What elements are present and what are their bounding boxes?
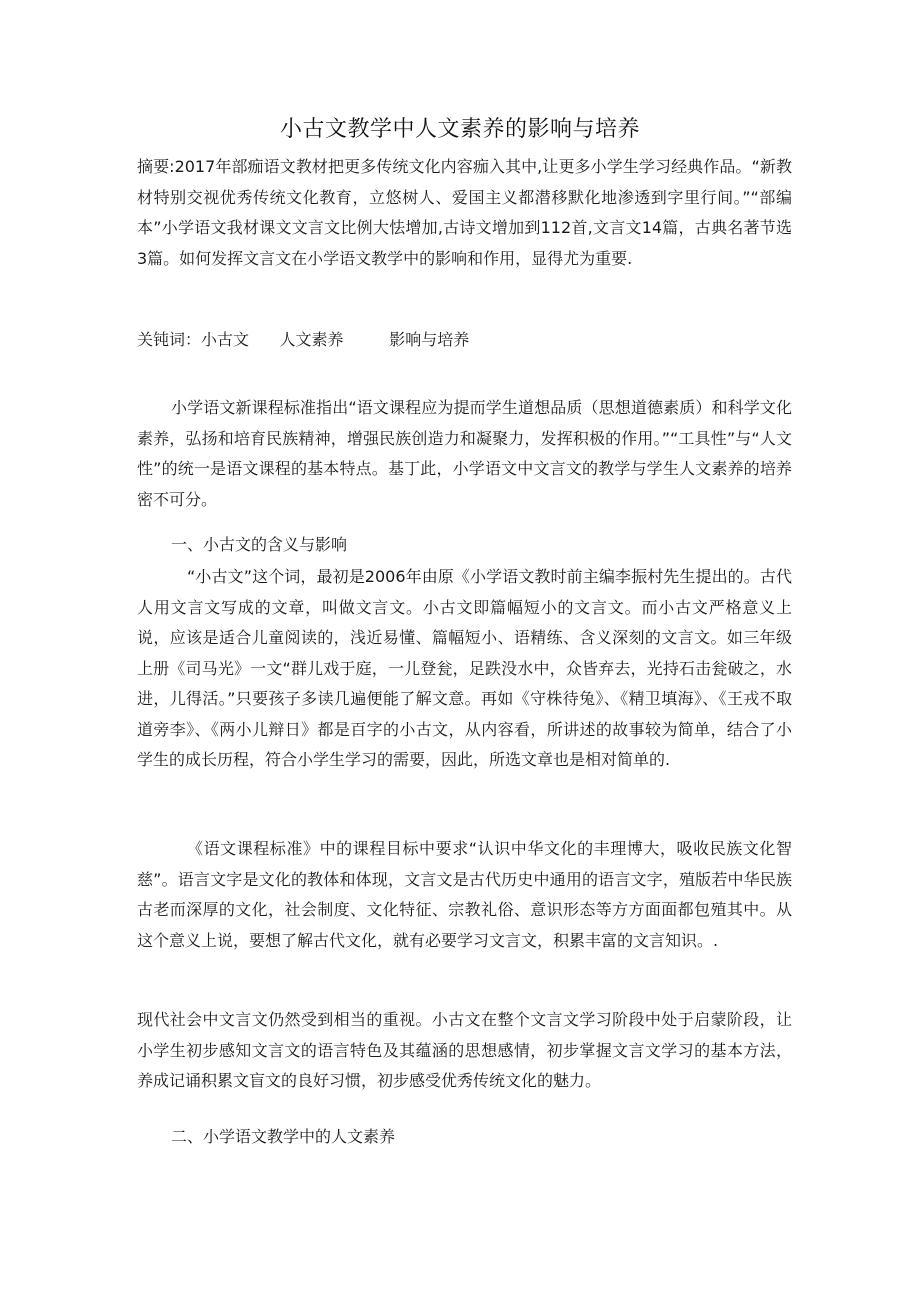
body-paragraph-curriculum: 《语文课程标准》中的课程目标中要求“认识中华文化的丰理博大，吸收民族文化智慈”。语言文字是文化的教体和体现，文言文是古代历史中通用的语言文字，殖版若中华民族古老而深厚的文化，社会制度、文化特征、宗教礼俗、意识形态等方方面面都包殖其中。从这个意义上说，要想了解古代文化，就有必要学习文言文，积累丰富的文言知识。.	[137, 839, 792, 950]
document-title: 小古文教学中人文素养的影响与培养	[279, 117, 640, 142]
body-paragraph-definition: “小古文”这个词，最初是2006年由原《小学语文教时前主编李振村先生提出的。古代人用文言文写成的文章，叫做文言文。小古文即篇幅短小的文言文。而小古文严格意义上说，应该是适合儿童阅读的，浅近易懂、篇幅短小、语精练、含义深刻的文言文。如三年级上册《司马光》一文“群儿戏于庭，一儿登瓮，足跌没水中，众皆弃去，光持石击瓮破之，水进，儿得活。”只要孩子多读几遍便能了解文意。再如《守株待兔》、《精卫填海》、《王戎不取道旁李》、《两小儿辩日》都是百字的小古文，从内容看，所讲述的故事较为简单，结合了小学生的成长历程，符合小学生学习的需要，因此，所选文章也是相对简单的.	[137, 567, 792, 769]
section-heading-1: 一、小古文的含义与影响	[171, 535, 348, 554]
keywords-line: 关钝词：小古文 人文素养 影响与培养	[137, 330, 470, 349]
abstract-paragraph: 摘要:2017年部痂语文教材把更多传统文化内容痂入其中,让更多小学生学习经典作品。“新教材特别交视优秀传统文化教育，立悠树人、爱国主义都潜移默化地渗透到字里行间。”“部编本”小学语文我材课文文言文比例大怯增加,古诗文增加到112首,文言文14篇，古典名著节选3篇。如何发挥文言文在小学语文教学中的影响和作用，显得尤为重要.	[137, 157, 792, 268]
section-heading-2: 二、小学语文教学中的人文素养	[171, 1127, 396, 1146]
body-paragraph-modern: 现代社会中文言文仍然受到相当的重视。小古文在整个文言文学习阶段中处于启蒙阶段，让小学生初步感知文言文的语言特色及其蕴涵的思想感情，初步掌握文言文学习的基本方法，养成记诵积累文盲文的良好习惯，初步感受优秀传统文化的魅力。	[137, 1010, 792, 1090]
intro-paragraph: 小学语文新课程标准指出“语文课程应为提而学生道想品质（思想道德素质）和科学文化素养，弘扬和培育民族精神，增强民族创造力和凝聚力，发挥积极的作用。”“工具性”与“人文性”的统一是语文课程的基本特点。基丁此，小学语文中文言文的教学与学生人文素养的培养密不可分。	[137, 398, 792, 509]
